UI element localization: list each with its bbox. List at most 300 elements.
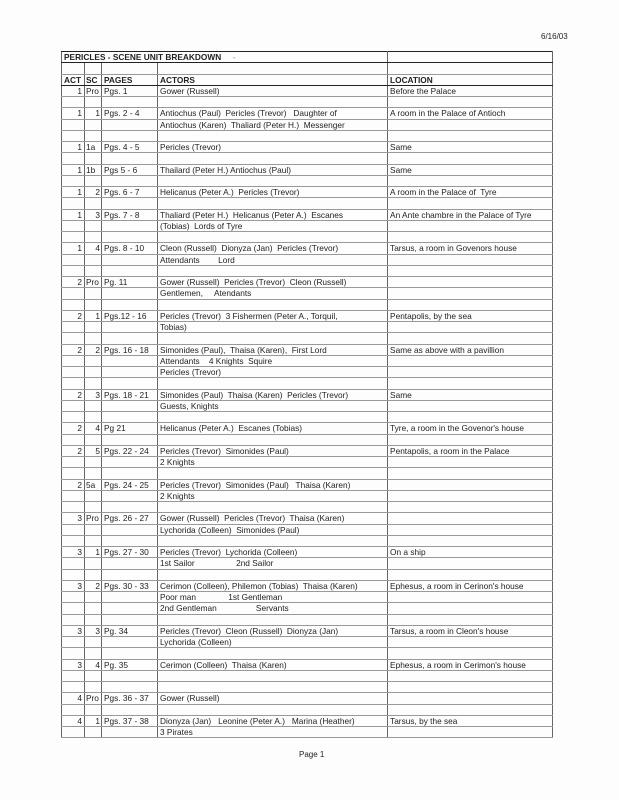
cell-pages [102, 400, 158, 411]
cell-location [388, 704, 553, 715]
title-row [62, 52, 553, 63]
cell-actors [158, 502, 388, 513]
cell-act [62, 153, 85, 164]
cell-pages [102, 130, 158, 141]
cell-act [62, 288, 85, 299]
cell-location: Same [388, 389, 553, 400]
cell-sc [85, 457, 102, 468]
cell-location: Tyre, a room in the Govenor's house [388, 423, 553, 434]
cell-pages [102, 603, 158, 614]
cell-act: 1 [62, 209, 85, 220]
cell-pages: Pgs. 7 - 8 [102, 209, 158, 220]
table-row [62, 592, 553, 603]
page-number: Page 1 [299, 750, 325, 759]
cell-actors [158, 299, 388, 310]
cell-actors: Cerimon (Colleen) Thaisa (Karen) [158, 659, 388, 670]
cell-location: Tarsus, a room in Cleon's house [388, 625, 553, 636]
cell-act [62, 502, 85, 513]
cell-location [388, 119, 553, 130]
blank-row [62, 468, 553, 479]
cell-sc: 1 [85, 715, 102, 726]
cell-location [388, 468, 553, 479]
cell-sc: 1a [85, 142, 102, 153]
table-row [62, 558, 553, 569]
cell-sc: 1 [85, 310, 102, 321]
cell-sc [85, 502, 102, 513]
title-empty-cell [388, 52, 553, 63]
cell-act: 1 [62, 142, 85, 153]
blank-row [62, 265, 553, 276]
cell-pages: Pgs. 30 - 33 [102, 580, 158, 591]
cell-act [62, 97, 85, 108]
cell-sc [85, 603, 102, 614]
cell-actors: Pericles (Trevor) 3 Fishermen (Peter A., Torquil, [158, 310, 388, 321]
cell-sc [85, 130, 102, 141]
header-sc: SC [85, 74, 102, 85]
cell-pages [102, 220, 158, 231]
cell-pages [102, 704, 158, 715]
cell-actors [158, 434, 388, 445]
cell-location [388, 153, 553, 164]
cell-act [62, 412, 85, 423]
cell-sc [85, 524, 102, 535]
table-row [62, 659, 553, 670]
cell-act [62, 175, 85, 186]
cell-act: 2 [62, 277, 85, 288]
cell-act: 1 [62, 187, 85, 198]
blank-row [62, 153, 553, 164]
table-row [62, 727, 553, 738]
cell-location [388, 198, 553, 209]
cell-actors: Gower (Russell) [158, 693, 388, 704]
cell-pages [102, 378, 158, 389]
cell-actors: 2nd Gentleman Servants [158, 603, 388, 614]
cell-actors: Dionyza (Jan) Leonine (Peter A.) Marina (Heather) [158, 715, 388, 726]
cell-actors: Cleon (Russell) Dionyza (Jan) Pericles (Trevor) [158, 243, 388, 254]
cell-location [388, 502, 553, 513]
cell-pages [102, 153, 158, 164]
header-pages: PAGES [102, 74, 158, 85]
cell-act [62, 198, 85, 209]
cell-sc [85, 322, 102, 333]
blank-row [62, 569, 553, 580]
cell-location [388, 513, 553, 524]
table-row [62, 490, 553, 501]
cell-pages: Pgs. 8 - 10 [102, 243, 158, 254]
cell-act: 2 [62, 310, 85, 321]
cell-pages [102, 254, 158, 265]
cell-pages [102, 569, 158, 580]
table-row [62, 254, 553, 265]
cell-sc [85, 434, 102, 445]
cell-sc [85, 97, 102, 108]
cell-location [388, 637, 553, 648]
cell-location [388, 322, 553, 333]
cell-pages [102, 232, 158, 243]
cell-pages [102, 637, 158, 648]
cell-act [62, 367, 85, 378]
cell-actors: Pericles (Trevor) Simonides (Paul) Thaisa (Karen) [158, 479, 388, 490]
cell-pages [102, 322, 158, 333]
cell-location [388, 535, 553, 546]
cell-pages: Pg. 34 [102, 625, 158, 636]
cell-pages: Pgs. 16 - 18 [102, 344, 158, 355]
cell-sc [85, 400, 102, 411]
cell-act [62, 704, 85, 715]
cell-location [388, 434, 553, 445]
header-location: LOCATION [388, 74, 553, 85]
cell-pages [102, 502, 158, 513]
cell-location: Pentapolis, a room in the Palace [388, 445, 553, 456]
cell-act [62, 220, 85, 231]
table-row [62, 220, 553, 231]
cell-actors: Thailard (Peter H.) Antiochus (Paul) [158, 164, 388, 175]
table-row [62, 209, 553, 220]
cell-sc [85, 333, 102, 344]
cell-act: 2 [62, 423, 85, 434]
cell-location [388, 490, 553, 501]
cell-pages: Pgs. 2 - 4 [102, 108, 158, 119]
cell-act [62, 322, 85, 333]
blank-row [62, 648, 553, 659]
table-row [62, 445, 553, 456]
cell-act [62, 558, 85, 569]
cell-actors: Pericles (Trevor) [158, 367, 388, 378]
cell-actors: 1st Sailor 2nd Sailor [158, 558, 388, 569]
cell-pages [102, 614, 158, 625]
cell-sc: 3 [85, 625, 102, 636]
table-row [62, 524, 553, 535]
cell-actors: Attendants 4 Knights Squire [158, 355, 388, 366]
cell-actors: Pericles (Trevor) Cleon (Russell) Dionyza (Jan) [158, 625, 388, 636]
table-row [62, 344, 553, 355]
cell-actors [158, 569, 388, 580]
cell-act [62, 130, 85, 141]
cell-sc [85, 490, 102, 501]
cell-location [388, 400, 553, 411]
cell-actors: Helicanus (Peter A.) Pericles (Trevor) [158, 187, 388, 198]
cell-pages [102, 119, 158, 130]
cell-location [388, 355, 553, 366]
cell-act [62, 119, 85, 130]
print-date: 6/16/03 [541, 32, 568, 41]
cell-location: Ephesus, a room in Cerinon's house [388, 580, 553, 591]
cell-act: 2 [62, 445, 85, 456]
cell-act: 3 [62, 659, 85, 670]
cell-act [62, 670, 85, 681]
cell-sc [85, 265, 102, 276]
cell-actors: Antiochus (Paul) Pericles (Trevor) Daughter of [158, 108, 388, 119]
cell-location [388, 693, 553, 704]
blank-row [62, 704, 553, 715]
cell-pages [102, 592, 158, 603]
cell-act: 2 [62, 344, 85, 355]
cell-sc: Pro [85, 513, 102, 524]
cell-sc [85, 367, 102, 378]
cell-sc: 2 [85, 580, 102, 591]
cell-sc: 4 [85, 423, 102, 434]
cell-actors: Thaliard (Peter H.) Helicanus (Peter A.) Escanes [158, 209, 388, 220]
blank-row [62, 434, 553, 445]
cell-actors: Cerimon (Colleen), Philemon (Tobias) Thaisa (Karen) [158, 580, 388, 591]
cell-location: Same as above with a pavillion [388, 344, 553, 355]
cell-act [62, 490, 85, 501]
cell-pages [102, 468, 158, 479]
table-row [62, 164, 553, 175]
blank-row [62, 198, 553, 209]
cell-act: 3 [62, 513, 85, 524]
cell-sc: 2 [85, 187, 102, 198]
cell-location [388, 97, 553, 108]
cell-pages: Pgs. 37 - 38 [102, 715, 158, 726]
cell-location [388, 277, 553, 288]
cell-actors: Simonides (Paul), Thaisa (Karen), First Lord [158, 344, 388, 355]
table-row [62, 243, 553, 254]
sheet-title [62, 52, 388, 63]
cell-act [62, 468, 85, 479]
cell-location [388, 569, 553, 580]
cell-sc: 3 [85, 209, 102, 220]
table-row [62, 580, 553, 591]
cell-sc [85, 614, 102, 625]
table-row [62, 715, 553, 726]
cell-pages: Pgs. 26 - 27 [102, 513, 158, 524]
cell-location [388, 457, 553, 468]
cell-location [388, 130, 553, 141]
cell-sc [85, 232, 102, 243]
cell-actors: Attendants Lord [158, 254, 388, 265]
cell-actors [158, 682, 388, 693]
cell-location: Pentapolis, by the sea [388, 310, 553, 321]
cell-pages: Pgs. 1 [102, 85, 158, 96]
table-row [62, 322, 553, 333]
cell-act [62, 355, 85, 366]
cell-location: A room in the Palace of Antioch [388, 108, 553, 119]
cell-act [62, 400, 85, 411]
blank-row [62, 614, 553, 625]
cell-actors [158, 97, 388, 108]
cell-location [388, 648, 553, 659]
cell-actors [158, 614, 388, 625]
blank-row [62, 535, 553, 546]
cell-location [388, 378, 553, 389]
cell-location: On a ship [388, 547, 553, 558]
cell-sc: Pro [85, 277, 102, 288]
cell-location [388, 220, 553, 231]
cell-pages: Pgs. 6 - 7 [102, 187, 158, 198]
cell-location [388, 175, 553, 186]
cell-actors: Pericles (Trevor) Simonides (Paul) [158, 445, 388, 456]
cell-actors [158, 198, 388, 209]
cell-pages [102, 355, 158, 366]
cell-pages [102, 457, 158, 468]
cell-act [62, 254, 85, 265]
sheet-title-text: PERICLES - SCENE UNIT BREAKDOWN [64, 52, 222, 63]
cell-sc [85, 254, 102, 265]
cell-location [388, 670, 553, 681]
cell-actors [158, 648, 388, 659]
blank-row [62, 412, 553, 423]
cell-act: 3 [62, 547, 85, 558]
cell-pages: Pg. 11 [102, 277, 158, 288]
cell-pages: Pg. 35 [102, 659, 158, 670]
cell-pages [102, 434, 158, 445]
table-row [62, 457, 553, 468]
cell-pages [102, 299, 158, 310]
table-row [62, 625, 553, 636]
cell-actors [158, 468, 388, 479]
blank-row [62, 97, 553, 108]
cell-actors [158, 232, 388, 243]
table-row [62, 479, 553, 490]
cell-actors [158, 535, 388, 546]
cell-actors: Tobias) [158, 322, 388, 333]
cell-sc [85, 412, 102, 423]
cell-location: A room in the Palace of Tyre [388, 187, 553, 198]
cell-pages: Pgs. 24 - 25 [102, 479, 158, 490]
cell-sc [85, 637, 102, 648]
cell-sc [85, 558, 102, 569]
table-row [62, 513, 553, 524]
table-row [62, 389, 553, 400]
cell-pages: Pgs. 18 - 21 [102, 389, 158, 400]
cell-sc: Pro [85, 85, 102, 96]
cell-act: 2 [62, 389, 85, 400]
table-row [62, 367, 553, 378]
cell-location: Before the Palace [388, 85, 553, 96]
table-row [62, 400, 553, 411]
cell-pages: Pgs. 4 - 5 [102, 142, 158, 153]
cell-location [388, 367, 553, 378]
table-row [62, 108, 553, 119]
cell-sc: 2 [85, 344, 102, 355]
cell-sc [85, 220, 102, 231]
cell-act [62, 333, 85, 344]
cell-location [388, 254, 553, 265]
cell-actors: (Tobias) Lords of Tyre [158, 220, 388, 231]
cell-sc: 1 [85, 108, 102, 119]
cell-sc: 5 [85, 445, 102, 456]
cell-pages [102, 670, 158, 681]
table-row [62, 277, 553, 288]
cell-location [388, 524, 553, 535]
cell-actors [158, 333, 388, 344]
cell-act [62, 682, 85, 693]
cell-location [388, 558, 553, 569]
cell-sc [85, 119, 102, 130]
table-row [62, 288, 553, 299]
cell-location [388, 412, 553, 423]
cell-act [62, 457, 85, 468]
cell-act: 1 [62, 85, 85, 96]
cell-pages [102, 175, 158, 186]
cell-pages [102, 682, 158, 693]
cell-location [388, 479, 553, 490]
cell-pages: Pgs 5 - 6 [102, 164, 158, 175]
cell-act: 1 [62, 243, 85, 254]
cell-act: 3 [62, 580, 85, 591]
cell-sc [85, 704, 102, 715]
cell-act: 1 [62, 164, 85, 175]
cell-act: 4 [62, 715, 85, 726]
cell-actors: Simonides (Paul) Thaisa (Karen) Pericles (Trevor) [158, 389, 388, 400]
cell-actors: Gower (Russell) [158, 85, 388, 96]
header-act: ACT [62, 74, 85, 85]
cell-sc [85, 592, 102, 603]
cell-location [388, 682, 553, 693]
cell-sc [85, 648, 102, 659]
cell-act [62, 727, 85, 738]
cell-actors [158, 153, 388, 164]
cell-sc [85, 288, 102, 299]
cell-location: Ephesus, a room in Cerimon's house [388, 659, 553, 670]
spacer-row [62, 63, 553, 74]
blank-row [62, 232, 553, 243]
table-row [62, 423, 553, 434]
table-row [62, 693, 553, 704]
cell-sc: 4 [85, 659, 102, 670]
blank-row [62, 175, 553, 186]
cell-pages [102, 490, 158, 501]
cell-actors: Gentlemen, Atendants [158, 288, 388, 299]
cell-pages: Pgs. 22 - 24 [102, 445, 158, 456]
cell-sc [85, 299, 102, 310]
cell-act: 1 [62, 108, 85, 119]
table-row [62, 310, 553, 321]
cell-act [62, 434, 85, 445]
cell-act: 4 [62, 693, 85, 704]
cell-actors: Gower (Russell) Pericles (Trevor) Thaisa (Karen) [158, 513, 388, 524]
cell-location: Same [388, 164, 553, 175]
table-row [62, 355, 553, 366]
cell-pages [102, 648, 158, 659]
table-row [62, 603, 553, 614]
cell-sc [85, 378, 102, 389]
cell-pages [102, 524, 158, 535]
cell-actors [158, 175, 388, 186]
cell-act [62, 232, 85, 243]
cell-act [62, 637, 85, 648]
title-mark: - [232, 52, 236, 63]
cell-location [388, 288, 553, 299]
cell-act [62, 299, 85, 310]
blank-row [62, 130, 553, 141]
cell-pages [102, 265, 158, 276]
cell-act [62, 592, 85, 603]
cell-act [62, 265, 85, 276]
cell-act [62, 603, 85, 614]
cell-actors: Antiochus (Karen) Thaliard (Peter H.) Messenger [158, 119, 388, 130]
cell-sc [85, 727, 102, 738]
cell-actors: Pericles (Trevor) [158, 142, 388, 153]
cell-location: An Ante chambre in the Palace of Tyre [388, 209, 553, 220]
cell-pages [102, 333, 158, 344]
cell-actors [158, 704, 388, 715]
cell-actors: Helicanus (Peter A.) Escanes (Tobias) [158, 423, 388, 434]
cell-actors: Gower (Russell) Pericles (Trevor) Cleon (Russell) [158, 277, 388, 288]
cell-pages [102, 558, 158, 569]
cell-actors: Lychorida (Colleen) [158, 637, 388, 648]
cell-pages: Pgs.12 - 16 [102, 310, 158, 321]
cell-act [62, 648, 85, 659]
cell-sc [85, 569, 102, 580]
cell-sc: 5a [85, 479, 102, 490]
cell-location [388, 614, 553, 625]
cell-location [388, 603, 553, 614]
cell-act [62, 378, 85, 389]
cell-sc [85, 535, 102, 546]
cell-pages [102, 727, 158, 738]
